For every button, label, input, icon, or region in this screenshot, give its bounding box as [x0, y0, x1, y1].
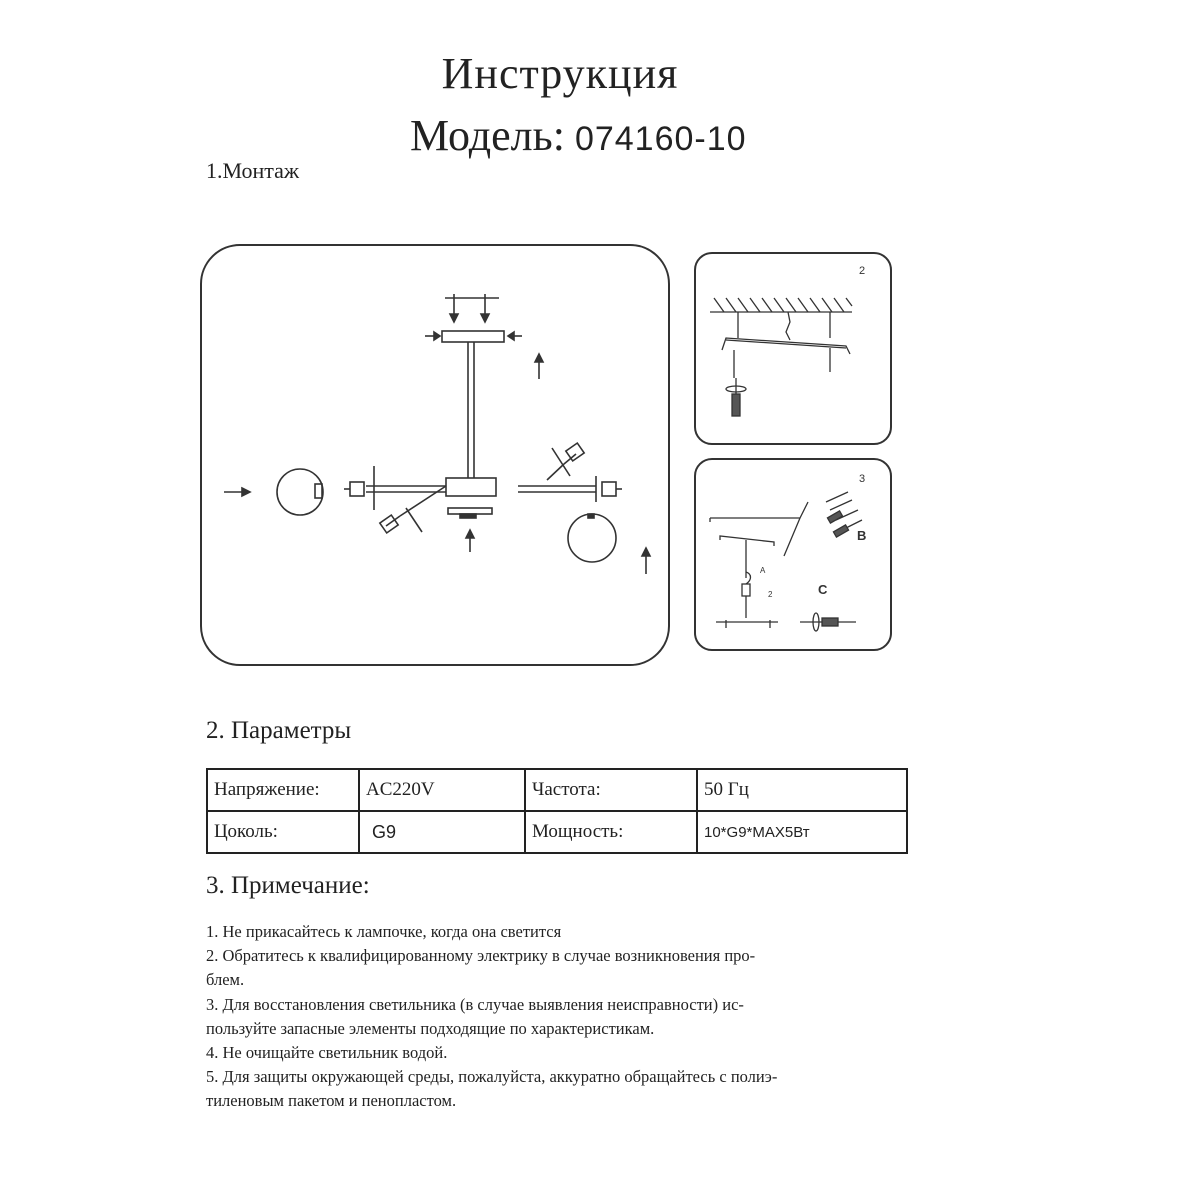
bracket-diagram: [696, 254, 890, 443]
note-line: 4. Не очищайте светильник водой.: [206, 1043, 448, 1063]
table-row: [207, 811, 907, 853]
param-power-label: Мощность:: [525, 811, 697, 853]
note-line: 1. Не прикасайтесь к лампочке, когда она светится: [206, 922, 562, 941]
model-number: 074160-10: [574, 120, 747, 158]
wiring-diagram-panel: [694, 458, 892, 651]
section-notes-heading: 3. Примечание:: [206, 872, 370, 899]
parameters-table: [206, 768, 908, 854]
note-line: 5. Для защиты окружающей среды, пожалуйста, аккуратно обращайтесь с полиэ-: [206, 1067, 778, 1087]
notes-list: [206, 920, 906, 1114]
note-line: тиленовым пакетом и пенопластом.: [206, 1091, 457, 1111]
section-mounting-heading: 1.Монтаж: [206, 158, 300, 183]
param-frequency-value: 50 Гц: [697, 769, 907, 811]
document-title: Инструкция: [441, 49, 679, 98]
panel3-number: 3: [859, 473, 866, 485]
note-line: 2. Обратитесь к квалифицированному электрику в случае возникновения про-: [206, 946, 756, 966]
model-line: [410, 110, 747, 161]
param-power-value: 10*G9*MAX5Вт: [697, 811, 907, 853]
param-voltage-label: Напряжение:: [207, 769, 359, 811]
note-line: блем.: [206, 970, 245, 990]
label-b: B: [857, 528, 867, 543]
label-2: 2: [768, 590, 773, 599]
table-row: [207, 769, 907, 811]
model-label: Модель:: [410, 111, 565, 160]
assembly-diagram-panel: [200, 244, 670, 666]
wiring-diagram: [696, 460, 890, 649]
param-frequency-label: Частота:: [525, 769, 697, 811]
param-socket-value: G9: [359, 811, 525, 853]
param-socket-label: Цоколь:: [207, 811, 359, 853]
label-a: A: [760, 566, 766, 575]
panel2-number: 2: [859, 265, 866, 277]
note-line: 3. Для восстановления светильника (в случае выявления неисправности) ис-: [206, 994, 744, 1014]
assembly-diagram: [202, 246, 668, 664]
label-c: C: [818, 582, 828, 597]
bracket-diagram-panel: [694, 252, 892, 445]
section-parameters-heading: 2. Параметры: [206, 717, 352, 744]
note-line: пользуйте запасные элементы подходящие по характеристикам.: [206, 1018, 655, 1038]
param-voltage-value: AC220V: [359, 769, 525, 811]
